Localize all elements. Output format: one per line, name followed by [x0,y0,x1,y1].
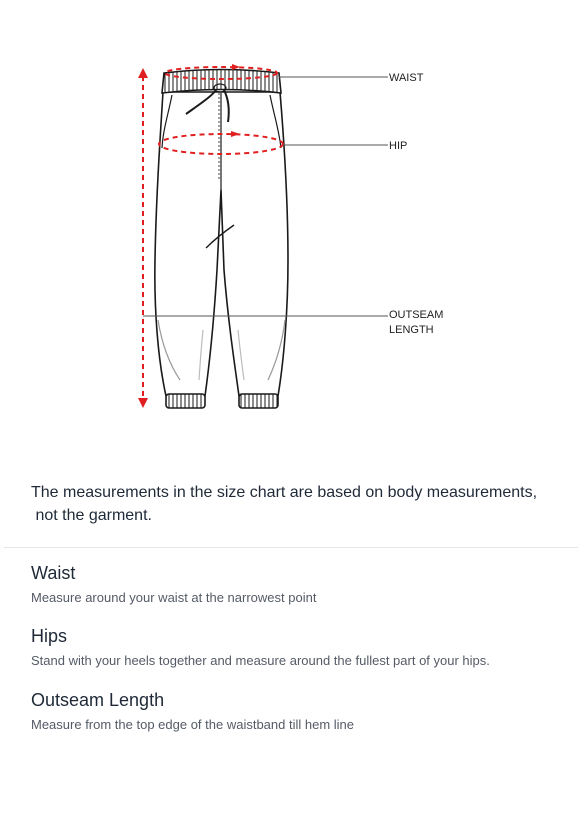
section-divider [4,547,578,548]
measurement-title: Outseam Length [31,690,165,710]
measurement-hips [31,625,561,670]
measurement-note: The measurements in the size chart are based on body measurements, not the garment. [31,484,538,524]
waist-label: WAIST [389,72,424,84]
measurement-outseam-length [31,689,561,734]
measurement-title: Waist [31,563,76,583]
outseam-label-line1: OUTSEAM [389,309,444,321]
outseam-measure-line [138,68,148,408]
measurement-description: Measure around your waist at the narrowest point [31,590,317,605]
measurement-title: Hips [31,626,68,646]
hip-label: HIP [389,140,408,152]
measurement-description: Stand with your heels together and measure around the fullest part of your hips. [31,653,490,668]
outseam-arrow-up-icon [138,68,148,78]
outseam-arrow-down-icon [138,398,148,408]
cuffs [166,394,278,408]
measurement-waist [31,562,561,607]
measurement-description: Measure from the top edge of the waistband till hem line [31,717,355,732]
waistband [162,70,281,94]
outseam-label-line2: LENGTH [389,324,434,336]
